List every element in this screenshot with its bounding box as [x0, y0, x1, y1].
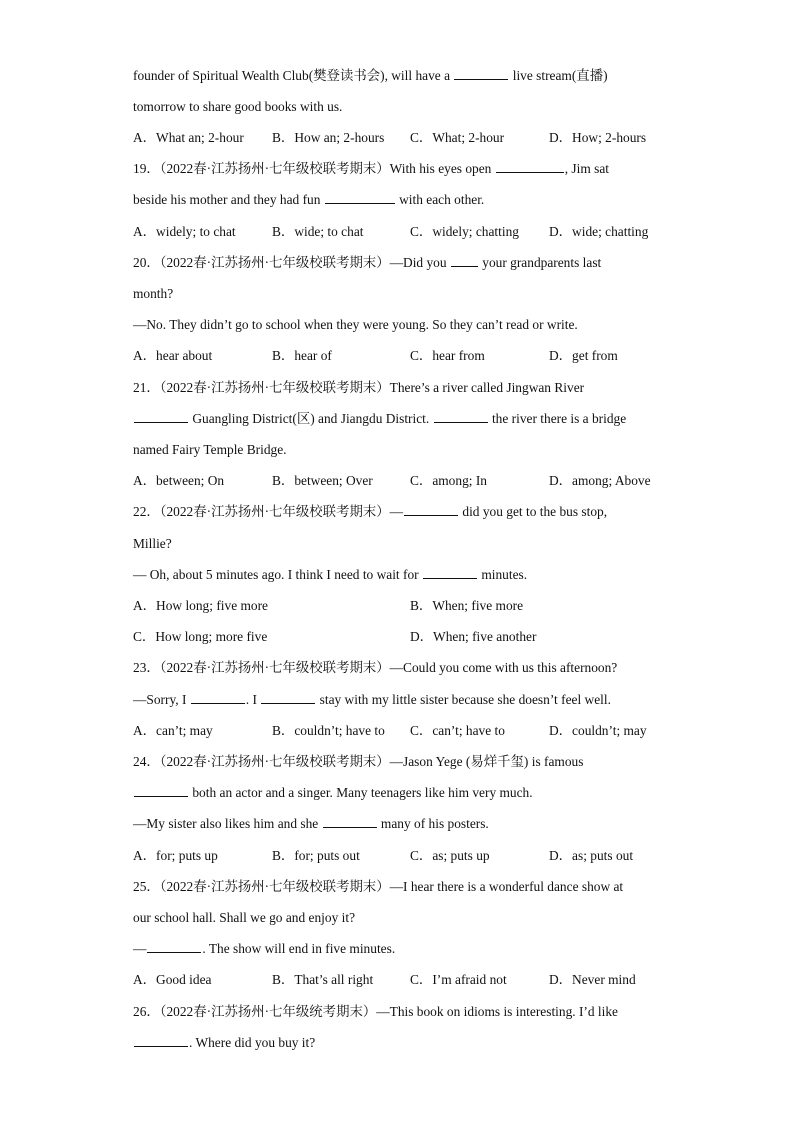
q18-option-a[interactable]: A．What an; 2-hour [133, 130, 244, 145]
q25-option-d[interactable]: D．Never mind [549, 972, 636, 987]
q25-option-b[interactable]: B．That’s all right [272, 972, 374, 987]
q23-line-1: 23．（2022春·江苏扬州·七年级校联考期末）—Could you come with us this afternoon? [133, 660, 618, 675]
answer-blank[interactable] [323, 815, 377, 828]
q24-option-a[interactable]: A．for; puts up [133, 848, 218, 863]
answer-blank[interactable] [134, 1034, 188, 1047]
q20-option-b[interactable]: B．hear of [272, 348, 332, 363]
q22-line-3: — Oh, about 5 minutes ago. I think I need to wait for minutes. [133, 567, 528, 582]
answer-blank[interactable] [496, 160, 564, 173]
answer-blank[interactable] [434, 410, 488, 423]
q22-option-c[interactable]: C．How long; more five [133, 629, 268, 644]
q25-line-2: our school hall. Shall we go and enjoy it? [133, 910, 356, 925]
q18-line-1: founder of Spiritual Wealth Club(樊登读书会), will have a live stream(直播) [133, 68, 608, 83]
q19-option-b[interactable]: B．wide; to chat [272, 224, 364, 239]
q22-line-2: Millie? [133, 536, 172, 551]
q20-line-2: month? [133, 286, 174, 301]
q23-option-c[interactable]: C．can’t; have to [410, 723, 505, 738]
q20-line-3: —No. They didn’t go to school when they were young. So they can’t read or write. [133, 317, 578, 332]
q25-option-a[interactable]: A．Good idea [133, 972, 212, 987]
answer-blank[interactable] [404, 503, 458, 516]
q23-option-a[interactable]: A．can’t; may [133, 723, 213, 738]
answer-blank[interactable] [454, 67, 508, 80]
answer-blank[interactable] [451, 254, 478, 267]
q19-line-2: beside his mother and they had fun with each other. [133, 192, 485, 207]
q18-option-d[interactable]: D．How; 2-hours [549, 130, 647, 145]
q23-option-b[interactable]: B．couldn’t; have to [272, 723, 385, 738]
q21-line-1: 21．（2022春·江苏扬州·七年级校联考期末）There’s a river called Jingwan River [133, 380, 585, 395]
answer-blank[interactable] [147, 940, 201, 953]
q26-line-1: 26．（2022春·江苏扬州·七年级统考期末）—This book on idioms is interesting. I’d like [133, 1004, 619, 1019]
q25-line-3: — . The show will end in five minutes. [133, 941, 396, 956]
q21-option-a[interactable]: A．between; On [133, 473, 225, 488]
q23-option-d[interactable]: D．couldn’t; may [549, 723, 647, 738]
q22-line-1: 22．（2022春·江苏扬州·七年级校联考期末）— did you get to the bus stop, [133, 504, 608, 519]
q24-option-b[interactable]: B．for; puts out [272, 848, 360, 863]
answer-blank[interactable] [134, 784, 188, 797]
q18-option-b[interactable]: B．How an; 2-hours [272, 130, 385, 145]
q21-option-c[interactable]: C．among; In [410, 473, 487, 488]
answer-blank[interactable] [191, 691, 245, 704]
answer-blank[interactable] [261, 691, 315, 704]
q22-option-b[interactable]: B．When; five more [410, 598, 524, 613]
q25-option-c[interactable]: C．I’m afraid not [410, 972, 507, 987]
q18-line-2: tomorrow to share good books with us. [133, 99, 343, 114]
answer-blank[interactable] [134, 410, 188, 423]
q22-option-d[interactable]: D．When; five another [410, 629, 537, 644]
q18-option-c[interactable]: C．What; 2-hour [410, 130, 505, 145]
q19-line-1: 19．（2022春·江苏扬州·七年级校联考期末）With his eyes open , Jim sat [133, 161, 609, 176]
q24-line-2: both an actor and a singer. Many teenagers like him very much. [133, 784, 533, 802]
q26-line-2: . Where did you buy it? [133, 1034, 315, 1052]
q19-option-c[interactable]: C．widely; chatting [410, 224, 519, 239]
q19-option-a[interactable]: A．widely; to chat [133, 224, 236, 239]
answer-blank[interactable] [423, 566, 477, 579]
q25-line-1: 25．（2022春·江苏扬州·七年级校联考期末）—I hear there is a wonderful dance show at [133, 879, 624, 894]
q20-line-1: 20．（2022春·江苏扬州·七年级校联考期末）—Did you your grandparents last [133, 255, 602, 270]
q24-line-3: —My sister also likes him and she many of his posters. [133, 816, 489, 831]
q21-line-2: Guangling District(区) and Jiangdu District. the river there is a bridge [133, 410, 626, 428]
answer-blank[interactable] [325, 191, 395, 204]
q20-option-c[interactable]: C．hear from [410, 348, 485, 363]
q23-line-2: —Sorry, I . I stay with my little sister because she doesn’t feel well. [133, 692, 611, 707]
q24-option-d[interactable]: D．as; puts out [549, 848, 634, 863]
q21-option-d[interactable]: D．among; Above [549, 473, 651, 488]
q21-line-3: named Fairy Temple Bridge. [133, 442, 287, 457]
q21-option-b[interactable]: B．between; Over [272, 473, 373, 488]
q24-option-c[interactable]: C．as; puts up [410, 848, 490, 863]
q20-option-d[interactable]: D．get from [549, 348, 618, 363]
q20-option-a[interactable]: A．hear about [133, 348, 213, 363]
q22-option-a[interactable]: A．How long; five more [133, 598, 268, 613]
q24-line-1: 24．（2022春·江苏扬州·七年级校联考期末）—Jason Yege (易烊千玺) is famous [133, 754, 584, 769]
q19-option-d[interactable]: D．wide; chatting [549, 224, 649, 239]
